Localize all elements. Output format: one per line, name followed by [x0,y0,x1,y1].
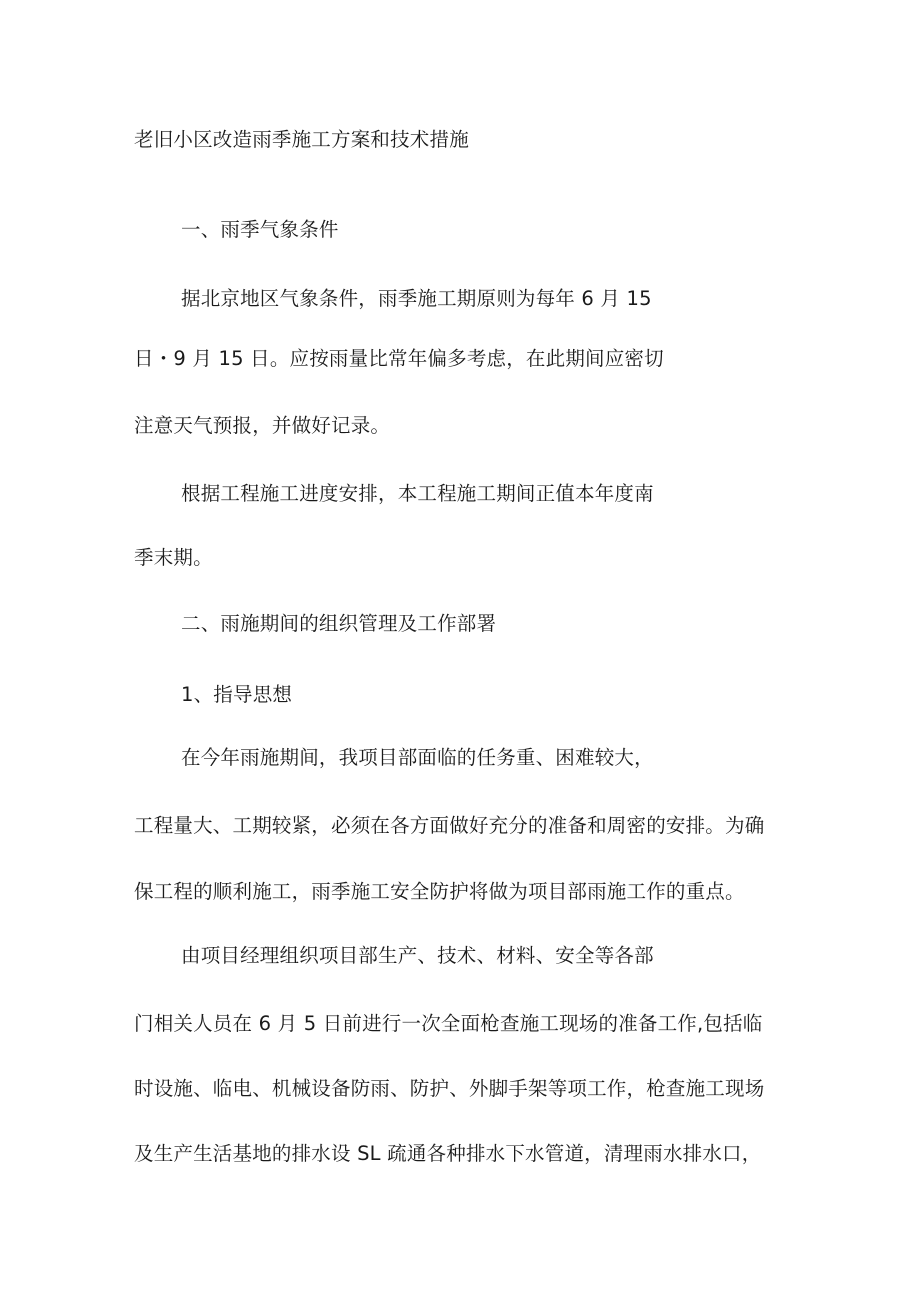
paragraph-line: 门相关人员在 6 月 5 日前进行一次全面枪查施工现场的准备工作,包括临 [134,1012,763,1035]
subsection-heading: 1、指导思想 [181,683,293,706]
paragraph-line: 季末期。 [134,546,213,569]
paragraph-line: 日・9 月 15 日。应按雨量比常年偏多考虑，在此期间应密切 [134,347,664,370]
document-title: 老旧小区改造雨季施工方案和技术措施 [134,128,469,151]
paragraph-line: 据北京地区气象条件，雨季施工期原则为每年 6 月 15 [181,287,652,310]
paragraph-line: 工程量大、工期较紧，必须在各方面做好充分的准备和周密的安排。为确 [134,814,765,837]
paragraph-line: 注意天气预报，并做好记录。 [134,414,391,437]
paragraph-line: 及生产生活基地的排水设 SL 疏通各种排水下水管道，清理雨水排水口， [134,1142,762,1165]
paragraph-line: 在今年雨施期间，我项目部面临的任务重、困难较大， [181,746,654,769]
section-heading-2: 二、雨施期间的组织管理及工作部署 [181,612,497,635]
section-heading-1: 一、雨季气象条件 [181,218,339,241]
paragraph-line: 根据工程施工进度安排，本工程施工期间正值本年度南 [181,482,654,505]
paragraph-line: 时设施、临电、机械设备防雨、防护、外脚手架等项工作，枪查施工现场 [134,1077,765,1100]
paragraph-line: 由项目经理组织项目部生产、技术、材料、安全等各部 [181,944,654,967]
paragraph-line: 保工程的顺利施工，雨季施工安全防护将做为项目部雨施工作的重点。 [134,880,745,903]
